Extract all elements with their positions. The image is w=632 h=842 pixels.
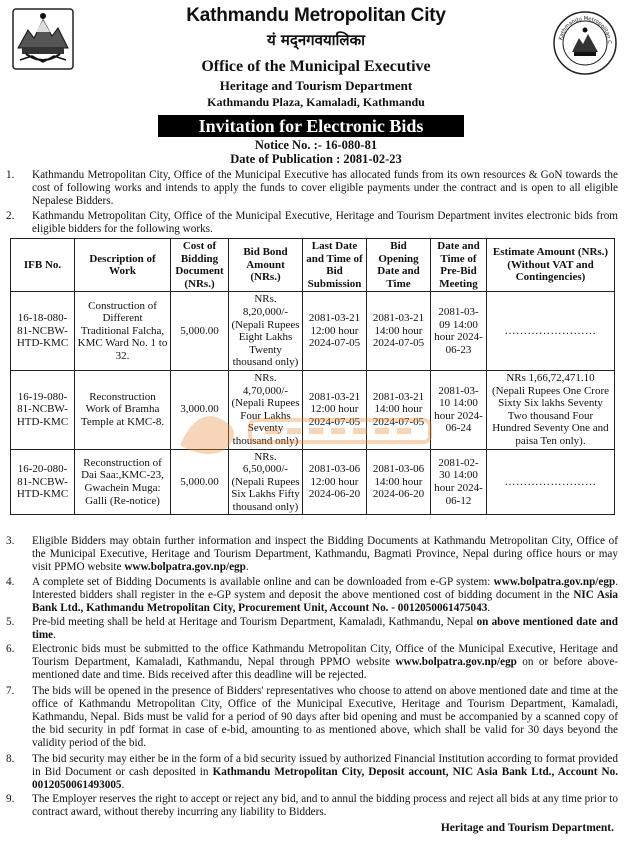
office-name: Office of the Municipal Executive: [201, 58, 431, 75]
table-row: [11, 370, 615, 449]
column-header: Description of Work: [75, 239, 171, 292]
prebid-cell: 2081-03-10 14:00 hour 2024-06-24: [431, 370, 487, 449]
paragraph-5: [6, 616, 618, 642]
bolpatra-link[interactable]: www.bolpatra.gov.np/egp: [493, 576, 616, 588]
publication-date: Date of Publication : 2081-02-23: [230, 152, 402, 166]
opening-cell: 2081-03-21 14:00 hour 2024-07-05: [367, 292, 431, 371]
paragraph-4: [6, 576, 618, 615]
devanagari-motto: यं मद्‌नगवयालिका: [266, 31, 365, 49]
table-row: [11, 292, 615, 371]
column-header: Bid Opening Date and Time: [367, 239, 431, 292]
prebid-cell: 2081-03-09 14:00 hour 2024-06-23: [431, 292, 487, 371]
submission-cell: 2081-03-21 12:00 hour 2024-07-05: [303, 292, 367, 371]
paragraph-text: Eligible Bidders may obtain further information and inspect the Bidding Documents at Kathmandu Metropolitan City, Office of the Municipal Executive, Heritage and Tourism Department, Kathmandu, Bagmati Province, Nepal during office hours or may visit PPMO website www.bolpatra.gov.np/egp.: [32, 535, 618, 573]
paragraph-number: 2.: [6, 210, 15, 222]
opening-cell: 2081-03-06 14:00 hour 2024-06-20: [367, 449, 431, 515]
table-row: [11, 449, 615, 515]
paragraph-6: [6, 643, 618, 682]
paragraph-number: 3.: [6, 535, 15, 547]
bolpatra-link[interactable]: www.bolpatra.gov.np/egp: [124, 561, 246, 573]
paragraph-number: 4.: [6, 576, 15, 588]
bond-cell: NRs. 8,20,000/- (Nepali Rupees Eight Lakhs Twenty thousand only): [229, 292, 303, 371]
column-header: Estimate Amount (NRs.) (Without VAT and Contingencies): [487, 239, 615, 292]
signature-department: Heritage and Tourism Department.: [440, 822, 614, 834]
description-cell: Reconstruction Work of Bramha Temple at KMC-8.: [75, 370, 171, 449]
bank-account-info: NIC Asia Bank Ltd., Kathmandu Metropolitan City, Procurement Unit, Account No. - 0012050061475043: [32, 589, 618, 614]
submission-cell: 2081-03-06 12:00 hour 2024-06-20: [303, 449, 367, 515]
paragraph-number: 8.: [6, 753, 15, 765]
submission-cell: 2081-03-21 12:00 hour 2024-07-05: [303, 370, 367, 449]
column-header: Date and Time of Pre-Bid Meeting: [431, 239, 487, 292]
paragraph-number: 6.: [6, 643, 15, 655]
description-cell: Reconstruction of Dai Saa:,KMC-23, Gwachein Muga: Galli (Re-notice): [75, 449, 171, 515]
estimate-cell: NRs 1,66,72,471.10 (Nepali Rupees One Crore Sixty Six lakhs Seventy Two thousand Four Hundred Seventy One and paisa Ten only).: [487, 370, 615, 449]
cost-cell: 3,000.00: [171, 370, 229, 449]
paragraph-9: [6, 793, 618, 819]
paragraph-text: Pre-bid meeting shall be held at Heritage and Tourism Department, Kamaladi, Kathmandu, Nepal on above mentioned date and time.: [32, 616, 618, 641]
cost-cell: 5,000.00: [171, 449, 229, 515]
paragraph-text: The bids will be opened in the presence of Bidders' representatives who choose to attend on above mentioned date and time at the office of Kathmandu Metropolitan City, Office of the Municipal Executive, Heritage and Tourism Department, Kamaladi, Kathmandu, Nepal. Bids must be valid for a period of 90 days after bid opening and must be accompanied by a scanned copy of the bid security in pdf format in case of e-bid, amounting to as mentioned above, which shall be valid for 30 days beyond the validity period of the bid.: [32, 685, 618, 749]
city-name: Kathmandu Metropolitan City: [186, 5, 446, 26]
paragraph-3: [6, 535, 618, 574]
column-header: Bid Bond Amount (NRs.): [229, 239, 303, 292]
paragraph-1: [6, 169, 618, 208]
title-banner: Invitation for Electronic Bids: [158, 115, 464, 137]
department-name: Heritage and Tourism Department: [219, 78, 413, 93]
ifb-cell: 16-20-080-81-NCBW-HTD-KMC: [11, 449, 75, 515]
estimate-cell: ……………………: [487, 449, 615, 515]
paragraph-text: Kathmandu Metropolitan City, Office of the Municipal Executive has allocated funds from its own resources & GoN towards the cost of following works and intends to apply the funds to cover eligible payments under the contract and is open to all eligible Nepalese Bidders.: [32, 169, 618, 207]
notice-number: Notice No. :- 16-080-81: [254, 138, 378, 152]
paragraph-8: [6, 753, 618, 792]
prebid-cell: 2081-02-30 14:00 hour 2024-06-12: [431, 449, 487, 515]
deposit-account-info: Kathmandu Metropolitan City, Deposit account, NIC Asia Bank Ltd., Account No. 0012050061493005: [32, 766, 618, 791]
paragraph-text: Electronic bids must be submitted to the office Kathmandu Metropolitan City, Office of the Municipal Executive, Heritage and Tourism Department, Kamaladi, Kathmandu, Nepal through PPMO website www.bolpatra.gov.np/egp on or before above-mentioned date and time. Bids received after this deadline will be rejected.: [32, 643, 619, 681]
office-address: Kathmandu Plaza, Kamaladi, Kathmandu: [207, 95, 425, 109]
bond-cell: NRs. 6,50,000/- (Nepali Rupees Six Lakhs Fifty thousand only): [229, 449, 303, 515]
paragraph-number: 9.: [6, 793, 15, 805]
column-header: IFB No.: [11, 239, 75, 292]
paragraph-text: The Employer reserves the right to accept or reject any bid, and to annul the bidding process and reject all bids at any time prior to contract award, without thereby incurring any liability to Bidders.: [32, 793, 618, 818]
paragraph-text: The bid security may either be in the form of a bid security issued by authorized Financial Institution according to format provided in Bid Document or cash deposited in Kathmandu Metropolitan City, Deposit account, NIC Asia Bank Ltd., Account No. 0012050061493005.: [32, 753, 618, 791]
opening-cell: 2081-03-21 14:00 hour 2024-07-05: [367, 370, 431, 449]
estimate-cell: ……………………: [487, 292, 615, 371]
cost-cell: 5,000.00: [171, 292, 229, 371]
bolpatra-link[interactable]: www.bolpatra.gov.np/egp: [395, 656, 517, 668]
seal-arc-text: Kathmandu Metropolitan C: [558, 15, 613, 44]
paragraph-text: A complete set of Bidding Documents is available online and can be downloaded from e-GP system: www.bolpatra.gov.np/egp. Interested bidders shall register in the e-GP system and deposit the above mentioned cost of bidding document in the NIC Asia Bank Ltd., Kathmandu Metropolitan City, Procurement Unit, Account No. - 0012050061475043.: [32, 576, 618, 614]
table-header-row: [11, 239, 615, 292]
ifb-cell: 16-18-080-81-NCBW-HTD-KMC: [11, 292, 75, 371]
column-header: Last Date and Time of Bid Submission: [303, 239, 367, 292]
paragraph-text: Kathmandu Metropolitan City, Office of the Municipal Executive, Heritage and Tourism Department invites electronic bids from eligible bidders for the following works.: [32, 210, 618, 235]
ifb-cell: 16-19-080-81-NCBW-HTD-KMC: [11, 370, 75, 449]
paragraph-2: [6, 210, 618, 236]
paragraph-number: 7.: [6, 685, 15, 697]
paragraph-number: 5.: [6, 616, 15, 628]
column-header: Cost of Bidding Document (NRs.): [171, 239, 229, 292]
paragraph-7: [6, 685, 618, 750]
bond-cell: NRs. 4,70,000/- (Nepali Rupees Four Lakhs Seventy thousand only): [229, 370, 303, 449]
paragraph-number: 1.: [6, 169, 15, 181]
bids-table: [10, 238, 615, 515]
description-cell: Construction of Different Traditional Falcha, KMC Ward No. 1 to 32.: [75, 292, 171, 371]
